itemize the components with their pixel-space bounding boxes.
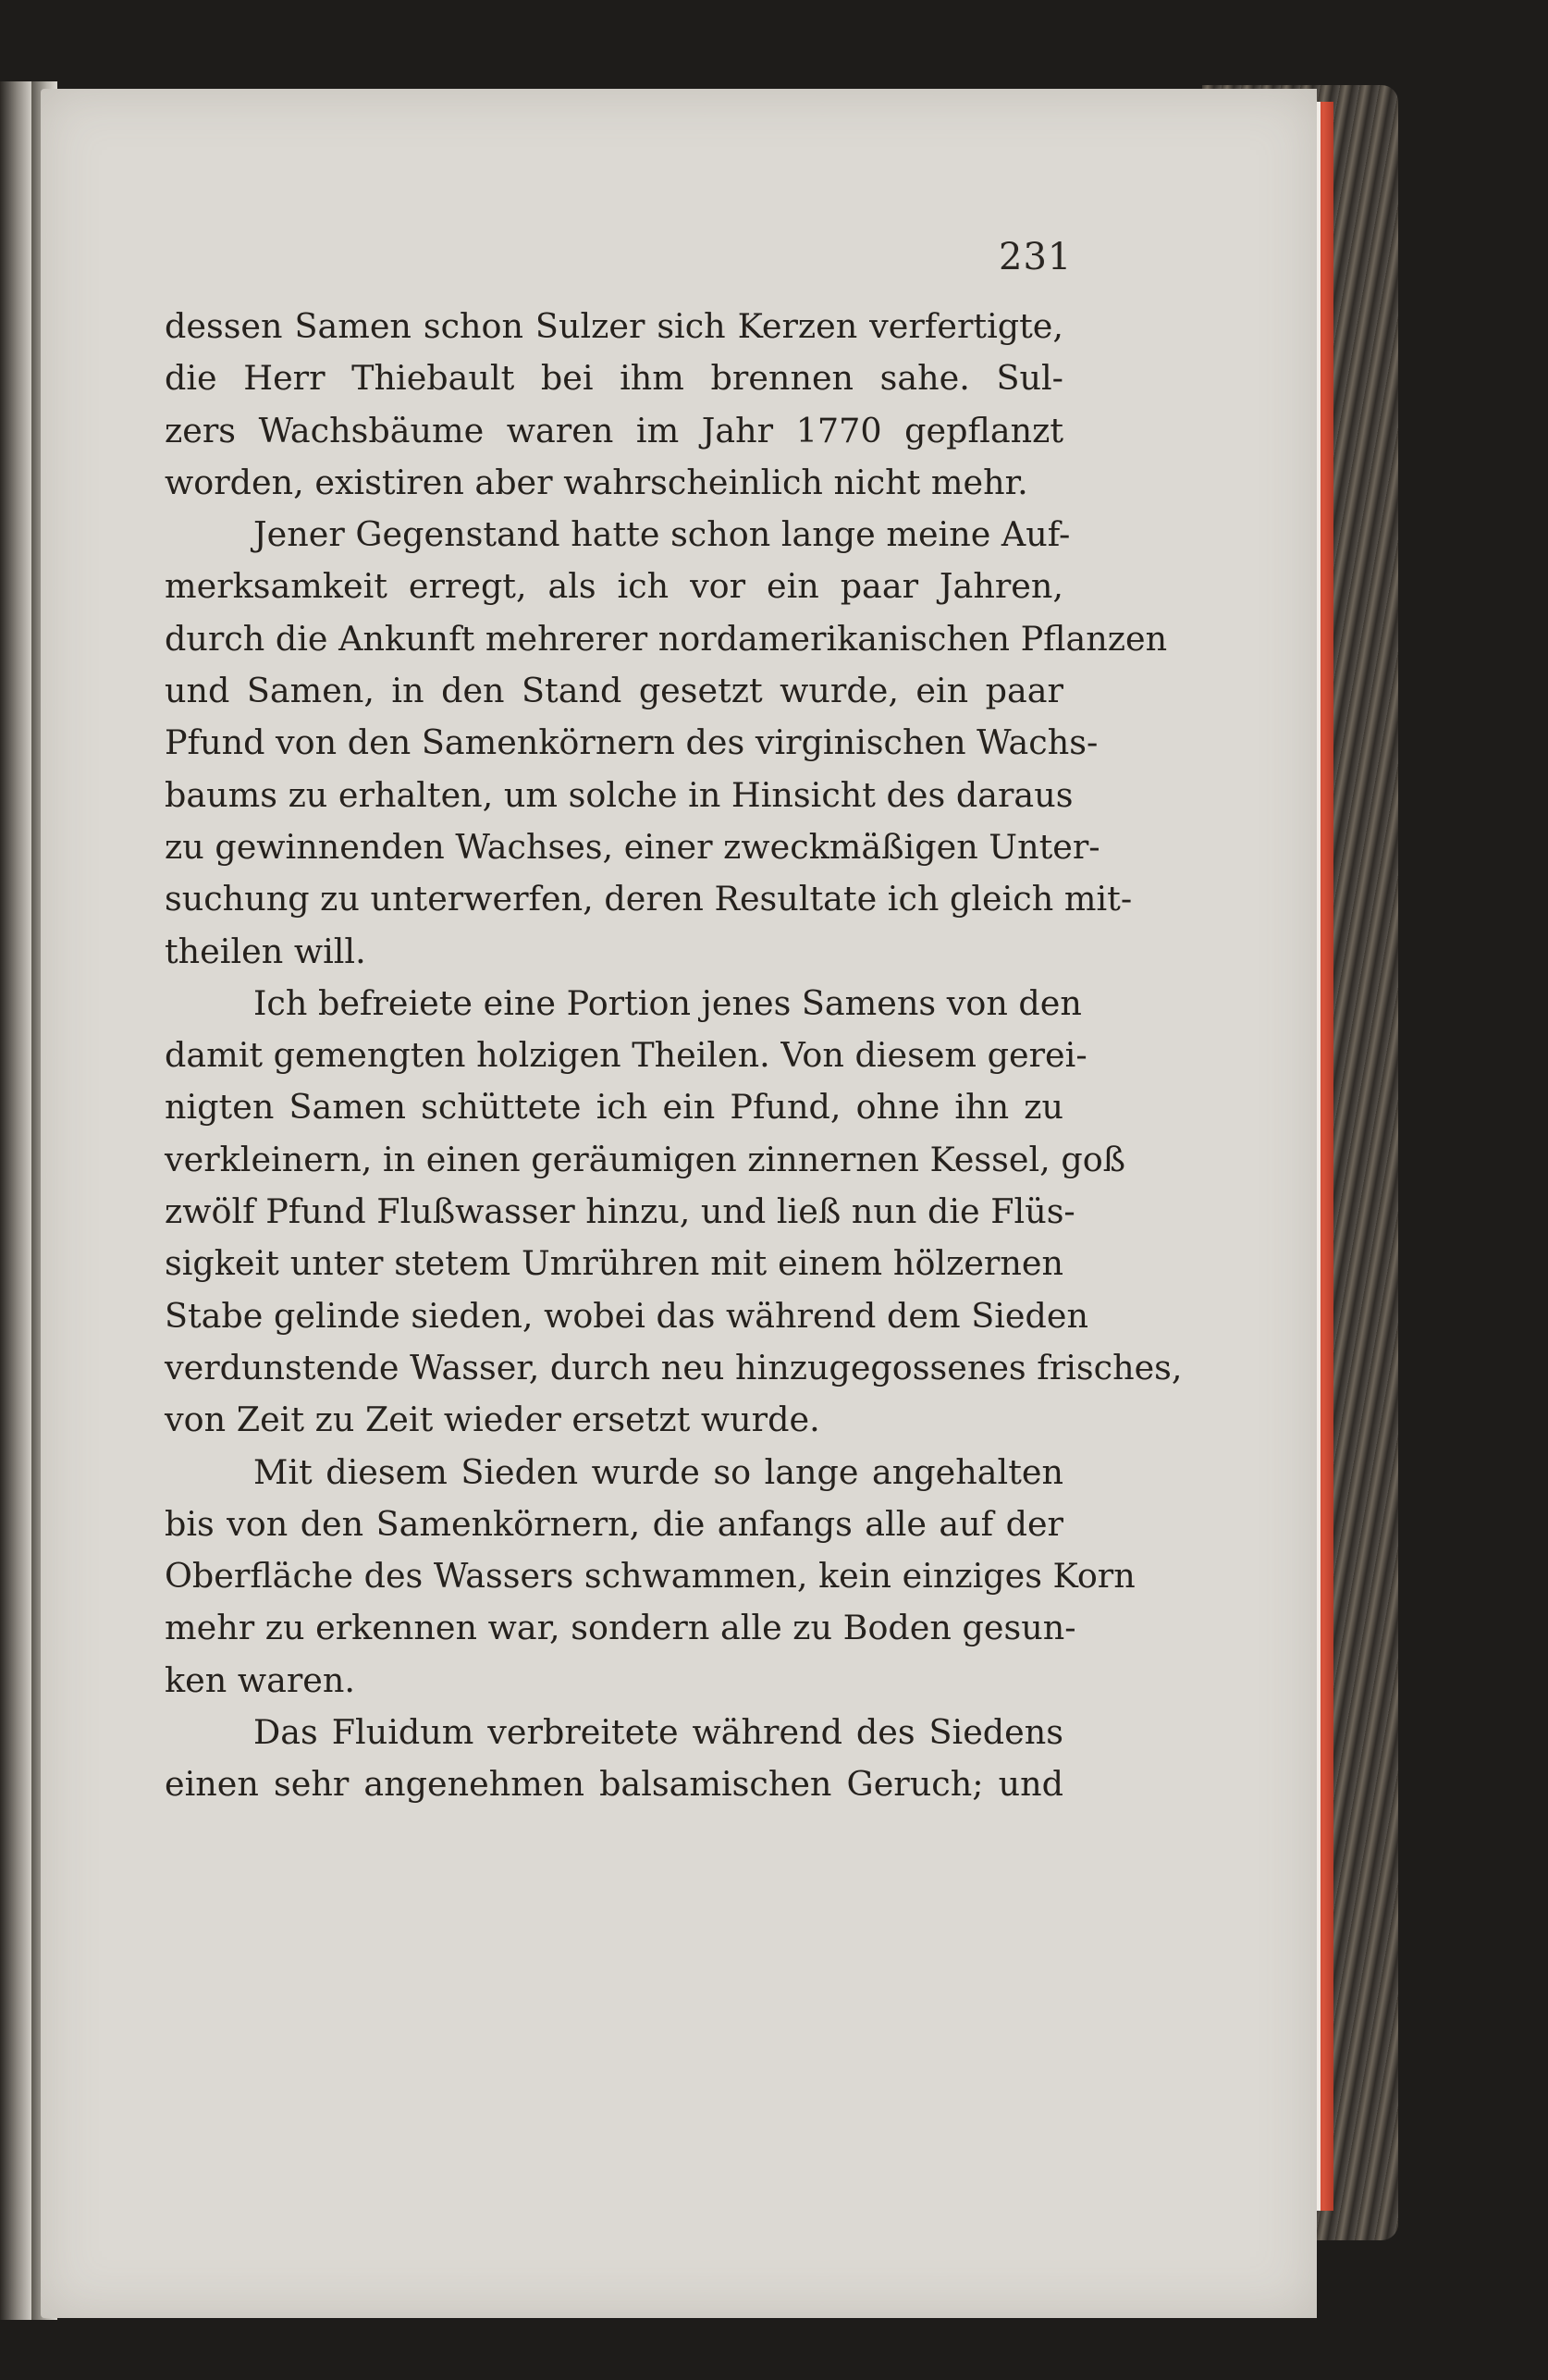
paragraph-3 bbox=[165, 978, 1183, 1447]
text-line: zers Wachsbäume waren im Jahr 1770 gepflanzt bbox=[165, 410, 1063, 450]
text-line: Oberfläche des Wassers schwammen, kein einziges Korn bbox=[165, 1556, 1136, 1597]
text-line: verdunstende Wasser, durch neu hinzugegossenes frisches, bbox=[165, 1347, 1183, 1387]
text-line: dessen Samen schon Sulzer sich Kerzen verfertigte, bbox=[165, 306, 1063, 346]
text-line: von Zeit zu Zeit wieder ersetzt wurde. bbox=[165, 1400, 820, 1440]
text-line: merksamkeit erregt, als ich vor ein paar Jahren, bbox=[165, 566, 1063, 607]
text-line: Jener Gegenstand hatte schon lange meine Auf- bbox=[253, 514, 1071, 555]
page-number: 231 bbox=[999, 236, 1073, 278]
text-line: verkleinern, in einen geräumigen zinnernen Kessel, goß bbox=[165, 1139, 1126, 1179]
text-line: sigkeit unter stetem Umrühren mit einem hölzernen bbox=[165, 1243, 1063, 1284]
text-line: durch die Ankunft mehrerer nordamerikanischen Pflanzen bbox=[165, 618, 1168, 659]
paragraph-1 bbox=[165, 301, 1063, 509]
text-line: Das Fluidum verbreitete während des Siedens bbox=[253, 1712, 1063, 1753]
text-line: zwölf Pfund Flußwasser hinzu, und ließ nun die Flüs- bbox=[165, 1191, 1075, 1232]
text-line: bis von den Samenkörnern, die anfangs alle auf der bbox=[165, 1503, 1063, 1544]
paragraph-5 bbox=[165, 1707, 1063, 1811]
text-line: Ich befreiete eine Portion jenes Samens von den bbox=[253, 982, 1082, 1023]
text-line: mehr zu erkennen war, sondern alle zu Boden gesun- bbox=[165, 1608, 1076, 1648]
text-line: theilen will. bbox=[165, 931, 366, 971]
body-text bbox=[165, 301, 1183, 1811]
text-line: worden, existiren aber wahrscheinlich nicht mehr. bbox=[165, 462, 1028, 502]
text-line: zu gewinnenden Wachses, einer zweckmäßigen Unter- bbox=[165, 826, 1100, 867]
text-line: Mit diesem Sieden wurde so lange angehalten bbox=[253, 1451, 1063, 1492]
text-line: nigten Samen schüttete ich ein Pfund, ohne ihn zu bbox=[165, 1087, 1063, 1128]
text-line: die Herr Thiebault bei ihm brennen sahe. Sul- bbox=[165, 358, 1063, 399]
text-line: ken waren. bbox=[165, 1659, 355, 1700]
paragraph-2 bbox=[165, 509, 1168, 978]
previous-page-edge bbox=[0, 81, 31, 2320]
page-edge-highlight bbox=[1317, 102, 1321, 2211]
text-line: suchung zu unterwerfen, deren Resultate ich gleich mit- bbox=[165, 879, 1133, 919]
text-line: damit gemengten holzigen Theilen. Von diesem gerei- bbox=[165, 1035, 1087, 1076]
text-line: und Samen, in den Stand gesetzt wurde, ein paar bbox=[165, 671, 1063, 711]
paragraph-4 bbox=[165, 1447, 1136, 1707]
text-line: einen sehr angenehmen balsamischen Geruch; und bbox=[165, 1764, 1063, 1805]
text-line: Pfund von den Samenkörnern des virginischen Wachs- bbox=[165, 722, 1099, 763]
text-line: baums zu erhalten, um solche in Hinsicht des daraus bbox=[165, 774, 1074, 815]
text-line: Stabe gelinde sieden, wobei das während dem Sieden bbox=[165, 1295, 1088, 1336]
